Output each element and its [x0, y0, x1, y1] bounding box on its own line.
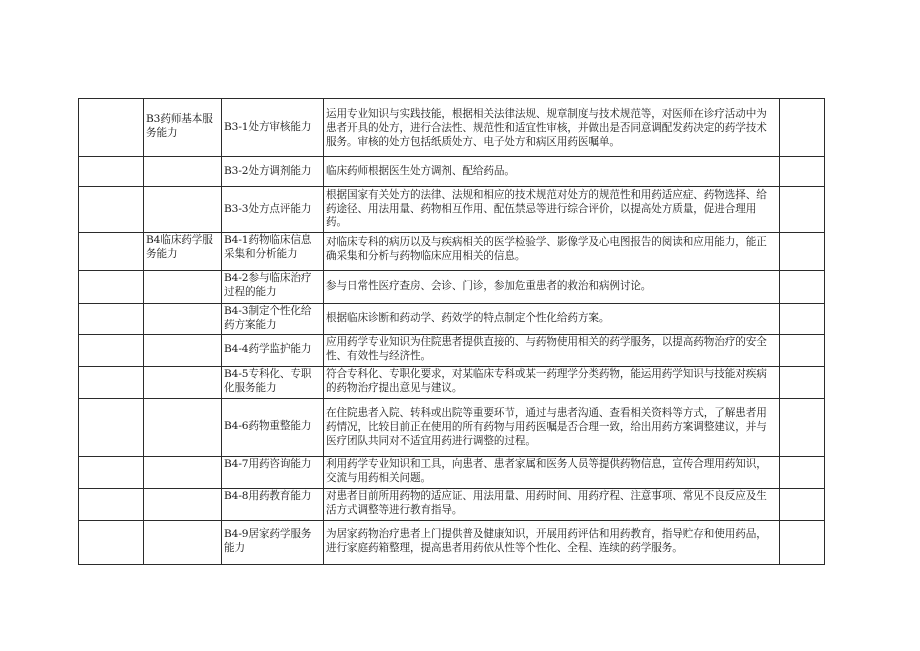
description-cell [324, 456, 780, 488]
subitem-label: B4-3制定个性化给药方案能力 [224, 305, 312, 331]
blank-cell [79, 456, 144, 488]
subitem-cell [222, 99, 324, 157]
description-cell [324, 520, 780, 564]
subitem-cell [222, 520, 324, 564]
description-text: 根据国家有关处方的法律、法规和相应的技术规范对处方的规范性和用药适应症、药物选择、给药途径、用法用量、药物相互作用、配伍禁忌等进行综合评价，以提高处方质量，促进合理用药。 [326, 188, 767, 229]
description-cell [324, 99, 780, 157]
category-cell [144, 488, 222, 520]
description-cell [324, 398, 780, 456]
subitem-label: B4-8用药教育能力 [224, 489, 312, 502]
subitem-label: B4-9居家药学服务能力 [224, 528, 312, 555]
blank-cell [79, 271, 144, 304]
description-text: 应用药学专业知识为住院患者提供直接的、与药物使用相关的药学服务，以提高药物治疗的安全性、有效性与经济性。 [326, 335, 767, 362]
subitem-label: B4-4药学监护能力 [224, 343, 312, 356]
description-cell [324, 233, 780, 271]
blank-cell [79, 366, 144, 398]
category-cell [144, 304, 222, 335]
remark-cell [780, 398, 825, 456]
description-cell [324, 366, 780, 398]
subitem-label: B4-1药物临床信息采集和分析能力 [224, 234, 312, 260]
blank-cell [79, 187, 144, 233]
subitem-label: B4-6药物重整能力 [224, 420, 312, 433]
subitem-cell [222, 187, 324, 233]
category-cell [144, 398, 222, 456]
blank-cell [79, 304, 144, 335]
table-row [79, 233, 825, 271]
table-row [79, 366, 825, 398]
description-text: 在住院患者入院、转科或出院等重要环节，通过与患者沟通、查看相关资料等方式，了解患者用药情况，比较目前正在使用的所有药物与用药医嘱是否合理一致，给出用药方案调整建议，并与医疗团队共同对不适宜用药进行调整的过程。 [326, 406, 767, 447]
description-text: 根据临床诊断和药动学、药效学的特点制定个性化给药方案。 [326, 311, 610, 324]
category-cell [144, 187, 222, 233]
table-row [79, 488, 825, 520]
remark-cell [780, 334, 825, 366]
blank-cell [79, 334, 144, 366]
table-row [79, 456, 825, 488]
category-cell [144, 334, 222, 366]
subitem-label: B4-7用药咨询能力 [224, 457, 312, 470]
category-label: B3药师基本服务能力 [146, 113, 213, 139]
subitem-cell [222, 304, 324, 335]
category-cell [144, 271, 222, 304]
table-row [79, 520, 825, 564]
table-row [79, 271, 825, 304]
table-row [79, 157, 825, 187]
description-text: 临床药师根据医生处方调剂、配给药品。 [326, 164, 515, 177]
description-text: 参与日常性医疗查房、会诊、门诊，参加危重患者的救治和病例讨论。 [326, 280, 652, 293]
description-cell [324, 488, 780, 520]
description-text: 运用专业知识与实践技能，根据相关法律法规、规章制度与技术规范等，对医师在诊疗活动中为患者开具的处方，进行合法性、规范性和适宜性审核，并做出是否同意调配发药决定的药学技术服务。审核的处方包括纸质处方、电子处方和病区用药医嘱单。 [326, 108, 767, 148]
category-cell [144, 520, 222, 564]
description-text: 对临床专科的病历以及与疾病相关的医学检验学、影像学及心电图报告的阅读和应用能力，能正确采集和分析与药物临床应用相关的信息。 [326, 236, 767, 262]
subitem-label: B3-1处方审核能力 [224, 121, 312, 133]
table-row [79, 334, 825, 366]
remark-cell [780, 456, 825, 488]
remark-cell [780, 187, 825, 233]
description-cell [324, 271, 780, 304]
subitem-cell [222, 398, 324, 456]
description-text: 利用药学专业知识和工具，向患者、患者家属和医务人员等提供药物信息，宣传合理用药知识，交流与用药相关问题。 [326, 457, 767, 484]
subitem-cell [222, 334, 324, 366]
category-cell [144, 99, 222, 157]
subitem-label: B4-2参与临床治疗过程的能力 [224, 272, 312, 298]
competency-table [78, 98, 825, 565]
remark-cell [780, 99, 825, 157]
blank-cell [79, 233, 144, 271]
blank-cell [79, 520, 144, 564]
category-cell [144, 233, 222, 271]
description-cell [324, 334, 780, 366]
blank-cell [79, 99, 144, 157]
remark-cell [780, 157, 825, 187]
blank-cell [79, 398, 144, 456]
category-cell [144, 157, 222, 187]
description-text: 为居家药物治疗患者上门提供普及健康知识，开展用药评估和用药教育，指导贮存和使用药品，进行家庭药箱整理，提高患者用药依从性等个性化、全程、连续的药学服务。 [326, 528, 767, 555]
blank-cell [79, 157, 144, 187]
remark-cell [780, 271, 825, 304]
subitem-label: B4-5专科化、专职化服务能力 [224, 367, 312, 394]
table-row [79, 99, 825, 157]
remark-cell [780, 366, 825, 398]
category-cell [144, 366, 222, 398]
blank-cell [79, 488, 144, 520]
description-text: 对患者目前所用药物的适应证、用法用量、用药时间、用药疗程、注意事项、常见不良反应及生活方式调整等进行教育指导。 [326, 489, 767, 516]
description-cell [324, 304, 780, 335]
description-cell [324, 157, 780, 187]
table-row [79, 398, 825, 456]
table-row [79, 304, 825, 335]
description-text: 符合专科化、专职化要求，对某临床专科或某一药理学分类药物，能运用药学知识与技能对疾病的药物治疗提出意见与建议。 [326, 367, 767, 394]
category-label: B4临床药学服务能力 [146, 234, 213, 260]
category-cell [144, 456, 222, 488]
subitem-cell [222, 366, 324, 398]
subitem-cell [222, 233, 324, 271]
subitem-label: B3-2处方调剂能力 [224, 164, 312, 177]
description-cell [324, 187, 780, 233]
remark-cell [780, 304, 825, 335]
subitem-cell [222, 456, 324, 488]
table-row [79, 187, 825, 233]
subitem-cell [222, 271, 324, 304]
subitem-label: B3-3处方点评能力 [224, 202, 312, 215]
remark-cell [780, 488, 825, 520]
remark-cell [780, 233, 825, 271]
subitem-cell [222, 488, 324, 520]
subitem-cell [222, 157, 324, 187]
remark-cell [780, 520, 825, 564]
